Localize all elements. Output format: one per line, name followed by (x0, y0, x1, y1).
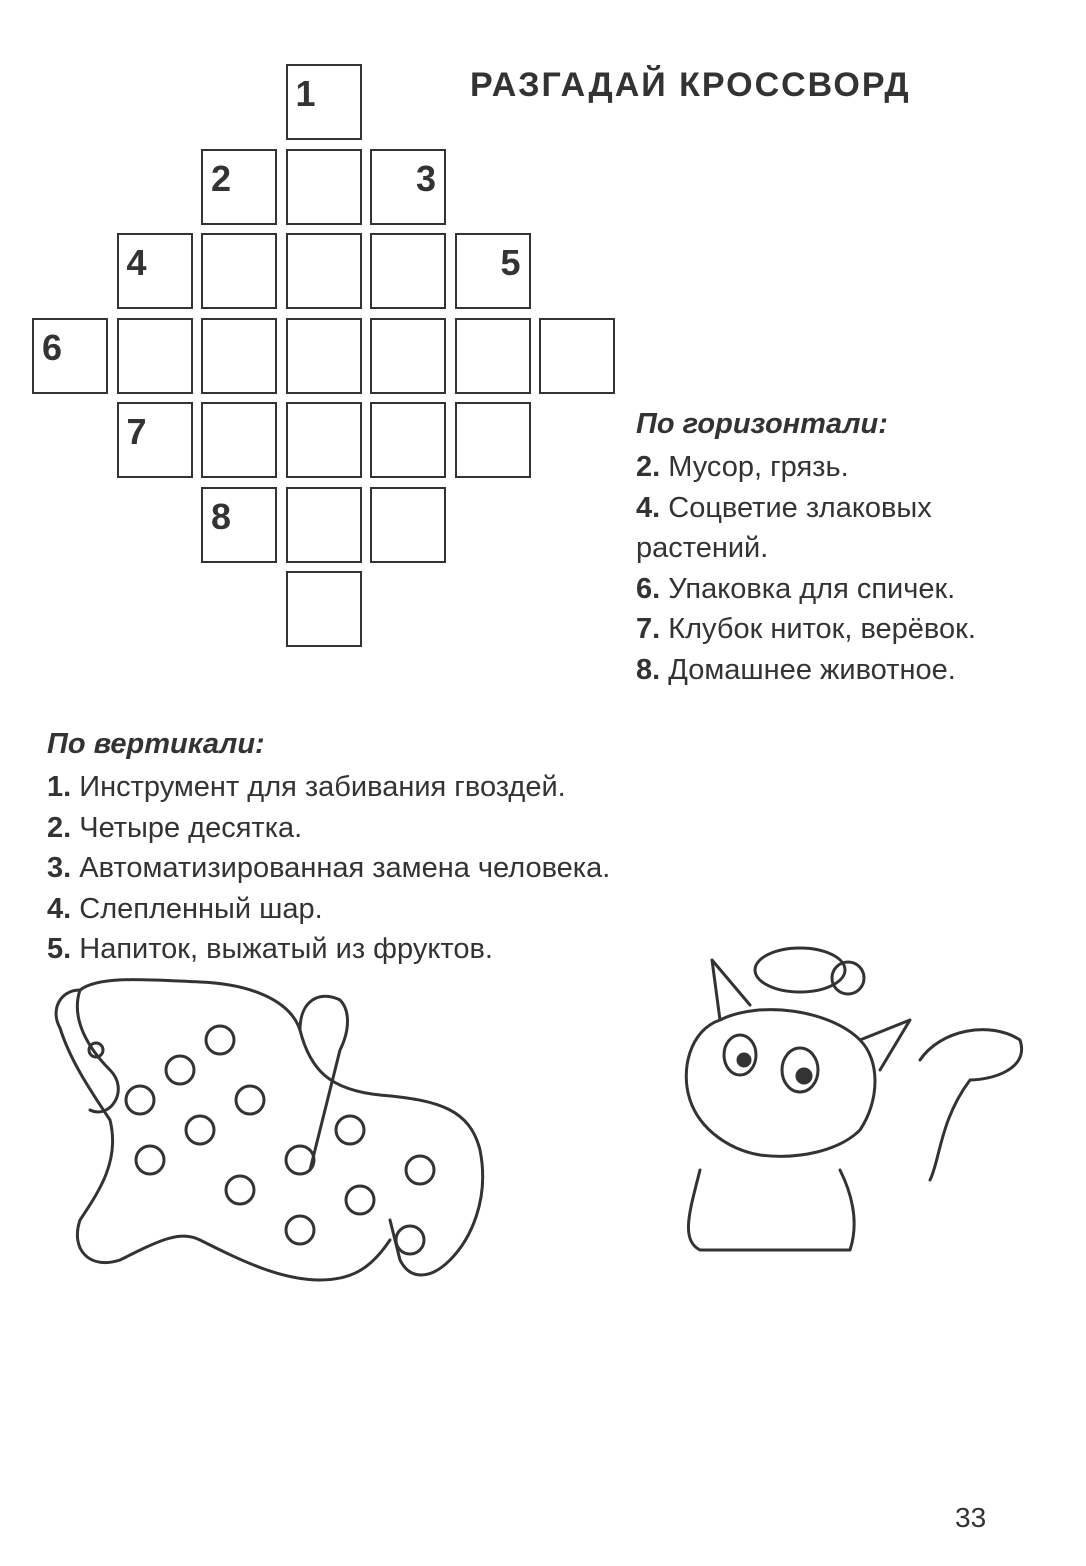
crossword-cell[interactable] (286, 318, 362, 394)
page-title: РАЗГАДАЙ КРОССВОРД (470, 66, 911, 104)
clue-text: Соцветие злаковых растений. (636, 491, 932, 564)
cell-number: 8 (211, 495, 232, 537)
vertical-heading: По вертикали: (47, 728, 265, 760)
clue-number: 6. (636, 572, 661, 605)
crossword-cell[interactable] (370, 318, 446, 394)
crossword-cell[interactable] (286, 571, 362, 647)
crossword-cell[interactable] (286, 402, 362, 478)
crossword-cell[interactable] (201, 402, 277, 478)
clue-item (636, 447, 1066, 488)
clue-number: 1. (47, 771, 72, 803)
crossword-cell[interactable] (286, 487, 362, 563)
crossword-cell[interactable] (370, 149, 446, 225)
horizontal-heading: По горизонтали: (636, 408, 888, 440)
clue-text: Клубок ниток, верёвок. (660, 613, 976, 645)
crossword-cell[interactable] (455, 318, 531, 394)
horizontal-clues (636, 408, 1066, 690)
crossword-cell[interactable] (539, 318, 615, 394)
clue-number: 4. (636, 491, 661, 524)
clue-number: 5. (47, 933, 72, 965)
crossword-cell[interactable] (370, 233, 446, 309)
cell-number: 5 (500, 242, 521, 283)
crossword-cell[interactable] (117, 233, 193, 309)
horse-cart-cat-illustration (0, 920, 1086, 1500)
clue-text: Автоматизированная замена человека. (71, 852, 611, 884)
crossword-cell[interactable] (117, 402, 193, 478)
clue-number: 2. (636, 451, 661, 483)
crossword-cell[interactable] (117, 318, 193, 394)
clue-text: Инструмент для забивания гвоздей. (71, 771, 566, 803)
cell-number: 7 (126, 411, 147, 452)
clue-text: Напиток, выжатый из фруктов. (71, 933, 493, 965)
crossword-cell[interactable] (286, 149, 362, 225)
horse-figure (56, 980, 483, 1280)
crossword-cell[interactable] (455, 402, 531, 478)
crossword-cell[interactable] (201, 487, 277, 563)
page-number: 33 (955, 1502, 987, 1533)
cell-number: 6 (42, 326, 63, 368)
cat-figure (686, 948, 1021, 1250)
clue-number: 8. (636, 653, 661, 686)
clue-text: Слепленный шар. (71, 892, 323, 925)
cell-number: 4 (126, 242, 147, 283)
crossword-cell[interactable] (201, 233, 277, 309)
clue-text: Мусор, грязь. (660, 451, 849, 483)
clue-number: 3. (47, 852, 72, 884)
crossword-cell[interactable] (455, 233, 531, 309)
cell-number: 2 (211, 157, 232, 199)
clue-item (636, 569, 1066, 610)
clue-number: 2. (47, 811, 72, 844)
clue-item (636, 609, 1066, 650)
crossword-cell[interactable] (370, 487, 446, 563)
horizontal-clue-list (636, 447, 1066, 690)
clue-item (47, 808, 807, 849)
crossword-grid (0, 0, 700, 700)
clue-item (636, 488, 1066, 569)
cell-number: 1 (295, 73, 316, 114)
crossword-cell[interactable] (32, 318, 108, 394)
clue-item (47, 848, 807, 889)
crossword-cell[interactable] (201, 149, 277, 225)
clue-text: Упаковка для спичек. (660, 572, 956, 605)
cell-number: 3 (415, 157, 436, 199)
clue-number: 4. (47, 892, 72, 925)
crossword-cell[interactable] (286, 233, 362, 309)
crossword-cell[interactable] (370, 402, 446, 478)
clue-number: 7. (636, 613, 661, 645)
clue-text: Четыре десятка. (71, 811, 303, 844)
clue-item (47, 767, 807, 808)
clue-item (636, 650, 1066, 691)
crossword-cell[interactable] (286, 64, 362, 140)
crossword-cell[interactable] (201, 318, 277, 394)
clue-text: Домашнее животное. (660, 653, 956, 686)
